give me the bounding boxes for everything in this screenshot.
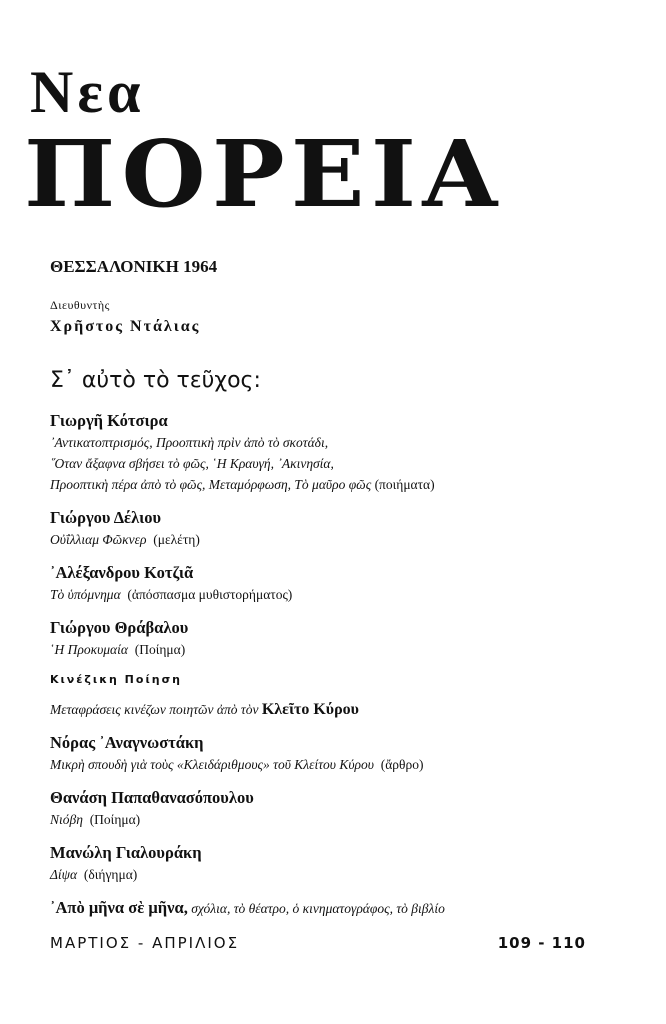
work-title: Τὸ ὑπόμνημα — [50, 587, 121, 602]
work-title-line — [50, 809, 610, 830]
genre-label: (ἄρθρο) — [380, 757, 424, 772]
genre-label: (Ποίημα) — [134, 642, 186, 657]
closing-lead: ᾽Απὸ μῆνα σὲ μῆνα, — [50, 898, 188, 917]
issue-numbers: 109 - 110 — [497, 934, 586, 952]
title-small: Νεα — [30, 59, 145, 125]
translation-line — [50, 699, 610, 720]
work-title-line — [50, 864, 610, 885]
translator-name: Κλεῖτο Κύρου — [261, 701, 359, 718]
closing-rest: σχόλια, τὸ θέατρο, ὁ κινηματογράφος, τὸ βιβλίο — [191, 901, 445, 916]
toc-entry — [50, 617, 610, 660]
work-title: Νιόβη — [50, 812, 83, 827]
author-name: Θανάση Παπαθανασόπουλου — [50, 788, 254, 807]
contents-heading: Σ᾽ αὐτὸ τὸ τεῦχος: — [50, 368, 261, 393]
author-name: Γιώργου Θράβαλου — [50, 618, 189, 637]
genre-label: (ποιήματα) — [374, 477, 435, 492]
toc-entry — [50, 410, 610, 495]
genre-label: (μελέτη) — [153, 532, 200, 547]
work-title: Οὐΐλλιαμ Φῶκνερ — [50, 532, 147, 547]
toc-entry — [50, 672, 610, 720]
genre-label: (διήγημα) — [83, 867, 138, 882]
toc-entry — [50, 732, 610, 775]
work-title: ῞Οταν ἄξαφνα σβήσει τὸ φῶς, ῾Η Κραυγή, ᾽Ακινησία, — [50, 456, 334, 471]
table-of-contents — [50, 410, 610, 932]
closing-line — [50, 897, 610, 920]
title-large: ΠΟΡΕΙΑ — [24, 120, 504, 228]
work-title-line — [50, 474, 610, 495]
author-name: Νόρας ᾽Αναγνωστάκη — [50, 733, 204, 752]
work-title: Μικρὴ σπουδὴ γιὰ τοὺς «Κλειδάριθμους» τοῦ Κλείτου Κύρου — [50, 757, 374, 772]
author-name: ᾽Αλέξανδρου Κοτζιᾶ — [50, 563, 194, 582]
author-name: Γιώργου Δέλιου — [50, 508, 162, 527]
toc-entry — [50, 562, 610, 605]
work-title-line — [50, 584, 610, 605]
author-name: Μανώλη Γιαλουράκη — [50, 843, 202, 862]
section-title: Κινέζικη Ποίηση — [50, 673, 182, 686]
toc-entry — [50, 507, 610, 550]
director-label: Διευθυντὴς — [50, 298, 110, 312]
genre-label: (ἀπόσπασμα μυθιστορήματος) — [127, 587, 293, 602]
author-name: Γιωργῆ Κότσιρα — [50, 411, 168, 430]
work-title-line — [50, 754, 610, 775]
work-title: Προοπτικὴ πέρα ἀπὸ τὸ φῶς, Μεταμόρφωση, Τὸ μαῦρο φῶς — [50, 477, 372, 492]
work-title: ᾽Αντικατοπτρισμός, Προοπτικὴ πρὶν ἀπὸ τὸ σκοτάδι, — [50, 435, 329, 450]
director-name: Χρῆστος Ντάλιας — [50, 318, 201, 335]
city-year: ΘΕΣΣΑΛΟΝΙΚΗ 1964 — [50, 257, 218, 276]
genre-label: (Ποίημα) — [89, 812, 141, 827]
issue-months: ΜΑΡΤΙΟΣ - ΑΠΡΙΛΙΟΣ — [50, 934, 240, 952]
work-title: Δίψα — [50, 867, 78, 882]
work-title-line — [50, 529, 610, 550]
work-title-line — [50, 639, 610, 660]
toc-entry — [50, 787, 610, 830]
translation-text: Μεταφράσεις κινέζων ποιητῶν ἀπὸ τὸν — [50, 702, 259, 717]
work-title: ῾Η Προκυμαία — [50, 642, 128, 657]
toc-entry — [50, 842, 610, 885]
